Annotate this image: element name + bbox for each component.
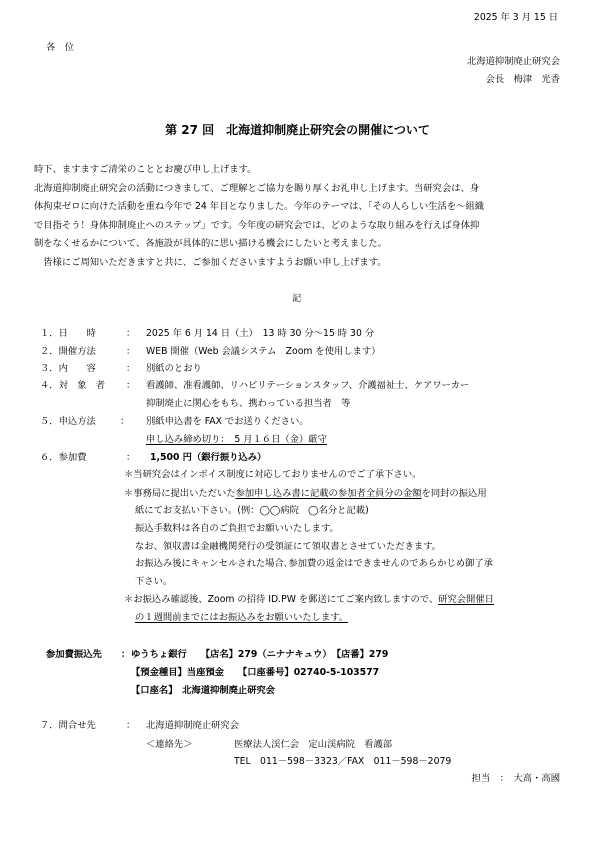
item-label: １．日 時 [40, 328, 96, 339]
note-line: ＊当研究会はインボイス制度に対応しておりませんのでご了承下さい。 [124, 469, 422, 480]
note-line [124, 487, 487, 501]
note-line [124, 593, 494, 607]
item-colon: ： [126, 380, 136, 391]
document-date: 2025 年 3 月 15 日 [473, 12, 558, 23]
bank-line: 【口座名】 北海道抑制廃止研究会 [131, 685, 276, 696]
bank-line: ゆうちょ銀行 【店名】279（ニナナキュウ） 【店番】279 [131, 649, 389, 660]
note-emphasis: の１週間前までにはお振込みをお願いいたします。 [135, 612, 349, 623]
contact-heading: ＜連絡先＞ [146, 739, 193, 750]
ki-heading: 記 [292, 293, 302, 304]
item-value: WEB 開催（Web 会議システム Zoom を使用します） [146, 346, 381, 357]
intro-line: 制をなくせるかについて、各施設が具体的に思い描ける機会にしたいと考えました。 [34, 238, 387, 249]
note-emphasis: 研究会開催日 [438, 594, 494, 605]
item-colon: ： [126, 328, 136, 339]
bank-line: 【預金種目】当座預金 【口座番号】02740-5-103577 [131, 667, 380, 678]
item-label: ４．対 象 者 [40, 380, 106, 391]
contact-organization: 北海道抑制廃止研究会 [146, 720, 239, 731]
intro-line: で目指そう！身体抑制廃止へのステップ」です。今年度の研究会では、どのような取り組みを行えば身体抑 [34, 220, 480, 231]
note-text: ＊お振込み確認後、Zoom の招待 ID.PW を郵送にてご案内致しますので、 [124, 594, 439, 605]
note-line: 紙にてお支払い下さい。(例：◯◯病院 ◯名分と記載) [135, 505, 369, 516]
contact-person: 担当 ： 大高・高國 [471, 773, 560, 784]
note-text: ＊事務局に提出いただいた [124, 488, 236, 499]
item-value: 別紙のとおり [146, 363, 202, 374]
item-label: ３．内 容 [40, 363, 96, 374]
item-value: 看護師、准看護師、リハビリテーションスタッフ、介護福祉士、ケアワーカー [146, 380, 470, 391]
bank-label: 参加費振込先 [46, 649, 102, 660]
contact-colon: ： [126, 720, 136, 731]
item-label: ２．開催方法 [40, 346, 96, 357]
note-line: お振込み後にキャンセルされた場合､参加費の返金はできませんのであらかじめ御了承 [135, 558, 493, 569]
item-value: 抑制廃止に関心をもち、携わっている担当者 等 [146, 398, 351, 409]
intro-line: 時下、ますますご清栄のこととお慶び申し上げます。 [34, 164, 257, 175]
sender-organization: 北海道抑制廃止研究会 [467, 56, 560, 67]
item-colon: ： [126, 346, 136, 357]
item-label: ６．参加費 [40, 452, 87, 463]
note-text: を同封の振込用 [421, 488, 487, 499]
item-value: 別紙申込書を FAX でお送りください。 [146, 416, 309, 427]
intro-line: 皆様にご周知いただきますと共に、ご参加くださいますようお願い申し上げます。 [34, 257, 387, 268]
document-title: 第 27 回 北海道抑制廃止研究会の開催について [165, 123, 430, 137]
sender-name: 会長 梅津 光香 [485, 74, 560, 85]
addressee: 各 位 [46, 42, 74, 53]
note-line: なお、領収書は金融機関発行の受領証にて領収書とさせていただきます。 [135, 541, 442, 552]
item-colon: ： [120, 416, 130, 427]
fee-amount: 1,500 円（銀行振り込み） [150, 452, 267, 463]
note-line: 振込手数料は各自のご負担でお願いいたします。 [135, 523, 339, 534]
note-line: 下さい。 [135, 576, 173, 587]
item-value: 2025 年 6 月 14 日（土） 13 時 30 分～15 時 30 分 [146, 328, 375, 339]
intro-line: 体拘束ゼロに向けた活動を重ね今年で 24 年目となりました。今年のテーマは、「その人らしい生活を～組織 [34, 201, 485, 212]
intro-line: 北海道抑制廃止研究会の活動につきまして、ご理解とご協力を賜り厚くお礼申し上げます。当研究会は、身 [34, 183, 480, 194]
deadline: 申し込み締め切り： 5 月１６日（金）厳守 [146, 434, 327, 445]
contact-label: ７．問合せ先 [40, 720, 96, 731]
contact-facility: 医療法人渓仁会 定山渓病院 看護部 [234, 739, 393, 750]
item-colon: ： [126, 452, 136, 463]
item-colon: ： [126, 363, 136, 374]
item-label: ５．申込方法 [40, 416, 96, 427]
contact-phone-fax: TEL 011－598－3323／FAX 011－598－2079 [234, 756, 452, 767]
note-emphasis: 参加申し込み書に記載の参加者全員分の金額 [235, 488, 422, 499]
bank-colon: ： [121, 649, 131, 660]
